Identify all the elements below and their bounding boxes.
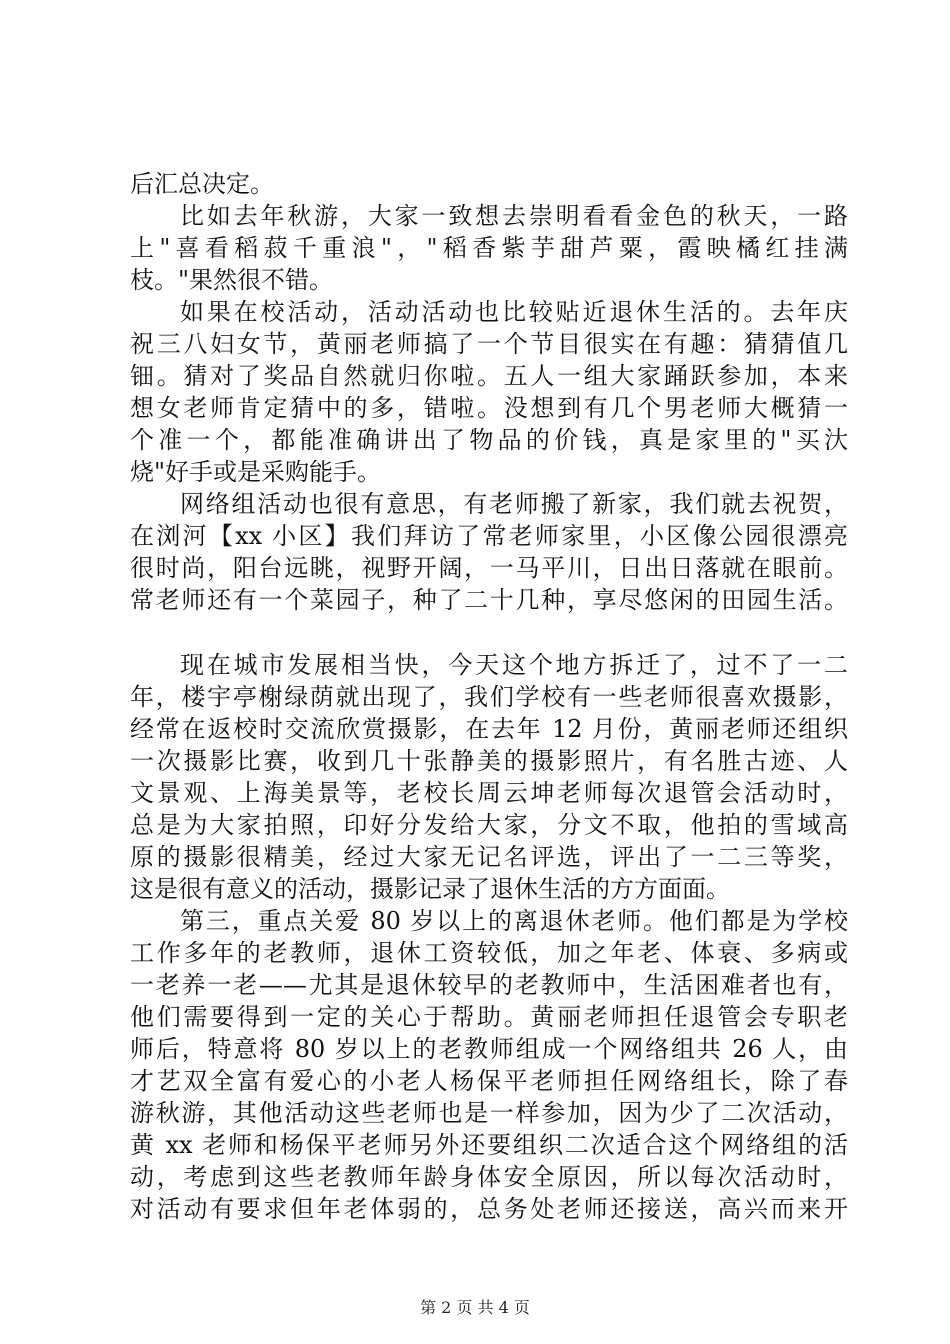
text-line: 一次摄影比赛，收到几十张静美的摄影照片，有名胜古迹、人	[130, 747, 848, 775]
text-line: 年，楼宇亭榭绿荫就出现了，我们学校有一些老师很喜欢摄影，	[130, 683, 848, 711]
text-line: 原的摄影很精美，经过大家无记名评选，评出了一二三等奖，	[130, 843, 848, 871]
text-line: 比如去年秋游，大家一致想去崇明看看金色的秋天，一路	[180, 202, 848, 230]
text-line: 总是为大家拍照，印好分发给大家，分文不取，他拍的雪域高	[130, 811, 848, 839]
text-line: 游秋游，其他活动这些老师也是一样参加，因为少了二次活动，	[130, 1099, 848, 1127]
text-line: 很时尚，阳台远眺，视野开阔，一马平川，日出日落就在眼前。	[130, 554, 848, 582]
text-line: 如果在校活动，活动活动也比较贴近退休生活的。去年庆	[180, 298, 848, 326]
text-line: 个准一个，都能准确讲出了物品的价钱，真是家里的"买汏	[130, 426, 848, 454]
text-line: 文景观、上海美景等，老校长周云坤老师每次退管会活动时，	[130, 779, 848, 807]
text-line: 烧"好手或是采购能手。	[130, 458, 382, 486]
page-number-footer: 第 2 页 共 4 页	[420, 1298, 530, 1317]
text-line: 想女老师肯定猜中的多，错啦。没想到有几个男老师大概猜一	[130, 394, 848, 422]
text-line: 现在城市发展相当快，今天这个地方拆迁了，过不了一二	[180, 651, 848, 679]
text-line: 网络组活动也很有意思，有老师搬了新家，我们就去祝贺，	[180, 490, 848, 518]
text-line: 他们需要得到一定的关心于帮助。黄丽老师担任退管会专职老	[130, 1003, 848, 1031]
text-line: 对活动有要求但年老体弱的，总务处老师还接送，高兴而来开	[130, 1195, 848, 1223]
text-line: 工作多年的老教师，退休工资较低，加之年老、体衰、多病或	[130, 939, 848, 967]
text-line: 钿。猜对了奖品自然就归你啦。五人一组大家踊跃参加，本来	[130, 362, 848, 390]
text-line: 在浏河【xx 小区】我们拜访了常老师家里，小区像公园很漂亮	[130, 522, 848, 550]
text-line: 黄 xx 老师和杨保平老师另外还要组织二次适合这个网络组的活	[130, 1131, 848, 1159]
text-line: 一老养一老——尤其是退休较早的老教师中，生活困难者也有，	[130, 971, 848, 999]
text-line: 师后，特意将 80 岁以上的老教师组成一个网络组共 26 人，由	[130, 1035, 848, 1063]
text-line: 第三，重点关爱 80 岁以上的离退休老师。他们都是为学校	[180, 907, 848, 935]
text-line: 枝。"果然很不错。	[130, 266, 334, 294]
text-line: 后汇总决定。	[130, 170, 274, 198]
text-line: 经常在返校时交流欣赏摄影，在去年 12 月份，黄丽老师还组织	[130, 715, 848, 743]
document-body	[130, 168, 848, 1225]
text-line: 这是很有意义的活动，摄影记录了退休生活的方方面面。	[130, 875, 730, 903]
paragraph-gap	[130, 616, 848, 649]
text-line: 常老师还有一个菜园子，种了二十几种，享尽悠闲的田园生活。	[130, 586, 848, 614]
text-line: 动，考虑到这些老教师年龄身体安全原因，所以每次活动时，	[130, 1163, 848, 1191]
text-line: 才艺双全富有爱心的小老人杨保平老师担任网络组长，除了春	[130, 1067, 848, 1095]
text-line: 上"喜看稻菽千重浪"，"稻香紫芋甜芦粟，霞映橘红挂满	[130, 234, 848, 262]
text-line: 祝三八妇女节，黄丽老师搞了一个节目很实在有趣：猜猜值几	[130, 330, 848, 358]
